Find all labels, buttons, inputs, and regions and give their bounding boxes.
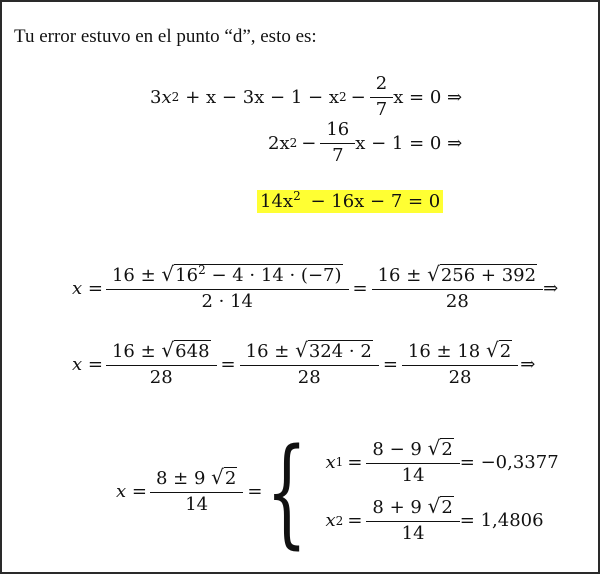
eq5-fraction-1 <box>109 340 214 388</box>
eq5-num-3 <box>405 340 515 365</box>
eq5-sqrt-2 <box>295 340 373 362</box>
eq5-fraction-2 <box>243 340 376 388</box>
equation-3-highlighted <box>257 190 443 213</box>
sqrt-icon: √ <box>427 262 440 286</box>
eq4-fraction-1 <box>109 264 346 312</box>
sqrt-icon: √ <box>485 338 499 362</box>
solution-cases <box>326 438 559 545</box>
eq6-rad: 2 <box>224 468 237 490</box>
eq2-frac-den: 7 <box>320 143 355 167</box>
eq5-num-1 <box>109 340 214 365</box>
eq5-num-2 <box>243 340 376 365</box>
eq4-rad-1-exp: 2 <box>198 263 206 277</box>
eq1-middle: + x − 3x − 1 − x <box>185 86 339 108</box>
case2-fraction <box>369 496 456 544</box>
eq5-num-3-lead: 16 ± 18 <box>407 341 481 362</box>
eq4-rad-1-a: 16 <box>175 265 199 286</box>
case2-num <box>369 496 456 521</box>
eq6-den: 14 <box>150 492 243 516</box>
eq2-tail: x − 1 = 0 ⇒ <box>355 132 463 154</box>
eq6-fraction <box>153 467 240 515</box>
eq2-minus: − <box>301 132 317 154</box>
eq6-num-lead: 8 ± 9 <box>155 468 206 490</box>
eq1-var: x <box>161 86 172 108</box>
case2-rad: 2 <box>441 497 453 519</box>
eq5-equals-1: = <box>220 353 236 375</box>
eq4-num-1 <box>109 264 346 289</box>
eq1-tail: x = 0 ⇒ <box>393 86 463 108</box>
eq5-rad-2: 324 · 2 <box>308 341 372 362</box>
eq5-fraction-3 <box>405 340 515 388</box>
eq1-frac-num: 2 <box>375 73 388 94</box>
case1-num-lead: 8 − 9 <box>372 439 422 460</box>
case2-equals: = <box>347 510 363 532</box>
case1-sqrt <box>428 438 454 460</box>
eq4-sqrt-1 <box>161 264 342 286</box>
case1-equals: = <box>347 451 363 473</box>
case1-num <box>369 438 456 463</box>
eq5-den-2: 28 <box>240 365 379 389</box>
eq1-minus: − <box>350 86 366 108</box>
eq3-exp: 2 <box>293 189 301 203</box>
eq4-sqrt-2 <box>427 264 537 286</box>
eq2-frac-num: 16 <box>326 119 350 140</box>
eq4-fraction-2 <box>375 264 540 312</box>
eq4-rad-1-b: − 4 · 14 · (−7) <box>205 265 342 286</box>
eq3-lead: 14x <box>260 191 294 212</box>
case2-result: = 1,4806 <box>459 510 544 532</box>
left-brace-icon: { <box>266 422 308 561</box>
case2-num-lead: 8 + 9 <box>372 497 422 519</box>
sqrt-icon: √ <box>427 436 441 460</box>
eq5-arrow: ⇒ <box>520 353 536 375</box>
case1-rad: 2 <box>441 439 453 460</box>
intro-text: Tu error estuvo en el punto “d”, esto es: <box>14 26 317 47</box>
sqrt-icon: √ <box>295 338 308 362</box>
eq6-sqrt <box>211 467 237 489</box>
eq5-lhs: x = <box>72 353 103 375</box>
sqrt-icon: √ <box>161 262 175 286</box>
eq2-fraction <box>323 120 352 166</box>
sqrt-icon: √ <box>211 465 224 490</box>
eq4-arrow: ⇒ <box>543 277 559 299</box>
eq5-num-2-lead: 16 ± <box>245 341 290 362</box>
equation-4 <box>72 264 558 312</box>
case2-var: x <box>325 510 336 532</box>
eq1-coef: 3 <box>150 86 162 108</box>
eq3-tail: − 16x − 7 = 0 <box>310 191 441 212</box>
case-x2: x 2 = 8 + 9 √ 2 14 = 1,4806 <box>325 494 544 545</box>
eq4-num-2-lead: 16 ± <box>377 265 422 286</box>
equation-6 <box>116 422 559 561</box>
eq6-equals: = <box>247 480 263 502</box>
eq4-den-2: 28 <box>372 289 543 313</box>
eq1-fraction <box>373 74 390 120</box>
case2-den: 14 <box>366 521 459 545</box>
eq4-equals: = <box>352 277 368 299</box>
sqrt-icon: √ <box>427 494 441 519</box>
case1-result: = −0,3377 <box>459 451 559 473</box>
eq4-num-1-lead: 16 ± <box>111 265 156 286</box>
equation-2: 2x 2 − $\frac{16}{7}$ x − 1 = 0 ⇒ <box>268 119 463 166</box>
eq5-num-1-lead: 16 ± <box>111 341 156 362</box>
eq3-highlight <box>257 190 443 213</box>
eq5-rad-3: 2 <box>499 341 512 362</box>
case-x1: x 1 = 8 − 9 √ 2 14 = −0,3377 <box>325 436 559 486</box>
eq5-sqrt-3 <box>486 340 512 362</box>
eq4-den-1: 2 · 14 <box>106 289 349 313</box>
eq5-den-3: 28 <box>402 365 518 389</box>
eq5-sqrt-1 <box>161 340 210 362</box>
eq4-lhs: x = <box>72 277 103 299</box>
sqrt-icon: √ <box>161 338 175 362</box>
eq5-den-1: 28 <box>106 365 217 389</box>
eq6-lhs: x = <box>116 480 147 502</box>
case2-sqrt <box>428 496 454 518</box>
eq5-equals-2: = <box>382 353 398 375</box>
eq2-lead: 2x <box>268 132 290 154</box>
equation-1: 3 x 2 + x − 3x − 1 − x 2 − $\frac{2}{7}$ x = 0 ⇒ <box>150 73 463 120</box>
eq5-rad-1: 648 <box>175 341 210 362</box>
eq4-num-2 <box>375 264 540 289</box>
eq4-rad-2: 256 + 392 <box>440 265 537 286</box>
eq6-num <box>153 467 240 492</box>
eq1-frac-den: 7 <box>370 97 393 121</box>
case1-fraction <box>369 438 456 486</box>
case1-var: x <box>325 451 336 473</box>
equation-5 <box>72 340 535 388</box>
case1-den: 14 <box>366 463 459 487</box>
